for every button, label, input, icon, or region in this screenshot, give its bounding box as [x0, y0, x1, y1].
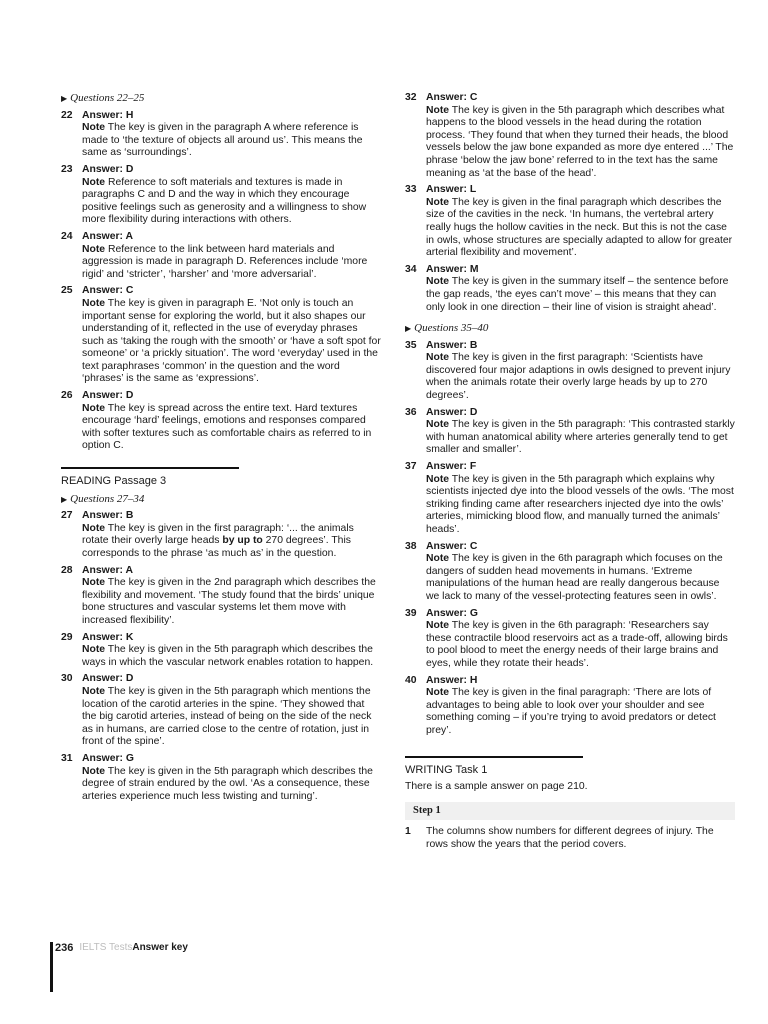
- item-answer: Answer: B: [426, 339, 478, 351]
- item-body: [82, 753, 381, 803]
- item-note: Note The key is given in the 6th paragraph: ‘Researchers say these contractile blood reservoirs act as a trade-off, allowing birds to pool blood to meet the energy needs of their large brains and eyes, while they rotate their heads’.: [426, 620, 728, 669]
- right-column: [405, 92, 735, 855]
- item-note: Note The key is given in the 2nd paragraph which describes the flexibility and movement. ‘The study found that the birds’ unique bone structures and vascular systems let them move with increased flexibility’.: [82, 577, 376, 626]
- item-note: Note The key is spread across the entire text. Hard textures encourage ‘hard’ feelings, emotions and responses compared with softer textures such as comfortable chairs as referred to in option C.: [82, 402, 372, 452]
- triangle-icon: ▶: [405, 324, 412, 334]
- item-body: [426, 541, 735, 604]
- item-number: 28: [61, 564, 73, 576]
- step-label: Step 1: [405, 802, 735, 821]
- answer-item-35: [405, 340, 735, 403]
- item-body: [82, 110, 381, 160]
- item-note: Note The key is given in the first paragraph: ‘Scientists have discovered four major adaptions in owls designed to prevent injury when the animals rotate their overly large heads by up to 270 degrees’.: [426, 352, 731, 402]
- item-number: 1: [405, 826, 411, 838]
- item-body: [426, 340, 735, 403]
- answer-item-32: [405, 92, 735, 180]
- left-column: [61, 92, 381, 807]
- item-number: 23: [61, 163, 73, 175]
- answer-item-37: [405, 461, 735, 537]
- answer-item-23: [61, 164, 381, 227]
- item-note: Note The key is given in paragraph E. ‘Not only is touch an important sense for exploring the world, but it also shapes our understanding of it, reflected in the use of everyday phrases such as ‘taking the rough with the smooth’ or ‘have a soft spot for someone’ or ‘a prickly situation’. The word ‘everyday’ used in the text paraphrases ‘common’ in the question and the word ‘phrases’ is the same as ‘expressions’.: [82, 297, 381, 385]
- item-number: 40: [405, 674, 417, 686]
- answer-item-31: [61, 753, 381, 803]
- item-number: 33: [405, 184, 417, 196]
- answer-item-22: [61, 110, 381, 160]
- item-answer: Answer: H: [82, 109, 134, 121]
- item-answer: Answer: M: [426, 263, 479, 275]
- answer-item-33: [405, 184, 735, 260]
- footer-bar: [50, 942, 53, 992]
- item-note: Note Reference to the link between hard materials and aggression is made in paragraph D. References include ‘more rigid’ and ‘stricter’, ‘harsher’ and ‘more adversarial’.: [82, 243, 368, 280]
- item-note: Note The key is given in the 6th paragraph which focuses on the dangers of sudden head movements in humans. ‘Extreme manipulations of the human head are really dangerous because we lack to many of the vessel-protecting features seen in owls’.: [426, 553, 723, 602]
- questions-35-40-heading: ▶ Questions 35–40: [405, 322, 489, 335]
- item-body: [426, 92, 735, 180]
- answer-item-39: [405, 608, 735, 671]
- item-number: 26: [61, 390, 73, 402]
- item-number: 32: [405, 92, 417, 103]
- item-number: 37: [405, 461, 417, 473]
- book-title: IELTS Tests: [79, 942, 133, 953]
- item-number: 36: [405, 406, 417, 418]
- item-answer: Answer: L: [426, 184, 477, 196]
- item-number: 35: [405, 339, 417, 351]
- item-answer: Answer: G: [426, 607, 478, 619]
- item-note: Note The key is given in the paragraph A where reference is made to ‘the texture of objects all around us’. This means the same as ‘surroundings’.: [82, 122, 363, 159]
- item-body: [426, 264, 735, 314]
- item-number: 27: [61, 510, 73, 522]
- writing-task-1-section: [405, 756, 735, 794]
- questions-22-25-heading: ▶ Questions 22–25: [61, 92, 145, 104]
- triangle-icon: ▶: [61, 94, 68, 103]
- item-number: 25: [61, 285, 73, 297]
- answers-22-26: [61, 110, 381, 453]
- answer-item-40: [405, 675, 735, 738]
- item-note: Note The key is given in the 5th paragraph which describes the ways in which the vascular network enables rotation to happen.: [82, 644, 374, 668]
- item-answer: Answer: C: [82, 285, 134, 297]
- item-answer: Answer: C: [426, 540, 478, 552]
- item-body: [426, 675, 735, 738]
- answer-item-30: [61, 673, 381, 749]
- answer-item-29: [61, 632, 381, 670]
- item-note: Note The key is given in the 5th paragraph which mentions the location of the carotid arteries in the spine. ‘They showed that the big carotid arteries, instead of being on the side of the neck as in humans, are carried close to the centre of rotation, just in front of the spine’.: [82, 685, 372, 748]
- item-number: 29: [61, 631, 73, 643]
- item-body: [426, 184, 735, 260]
- item-number: 22: [61, 109, 73, 121]
- item-number: 34: [405, 263, 417, 275]
- triangle-icon: ▶: [61, 494, 68, 504]
- item-note: Note The key is given in the 5th paragraph which describes the degree of strain endured by the owl. ‘As a consequence, these arteries experience much less twisting and turning’.: [82, 765, 373, 802]
- item-answer: Answer: D: [82, 673, 134, 685]
- answer-item-28: [61, 565, 381, 628]
- item-answer: Answer: A: [82, 230, 133, 242]
- item-body: [82, 285, 381, 386]
- step-item: [405, 826, 735, 851]
- item-body: [426, 461, 735, 537]
- item-note: Note The key is given in the summary itself – the sentence before the gap reads, ‘the eyes can’t move’ – this means that they can only look in one direction – their line of vision is straight ahead’.: [426, 276, 729, 313]
- item-answer: Answer: A: [82, 564, 133, 576]
- item-note: Note The key is given in the 5th paragraph: ‘This contrasted starkly with human anatomical ability where arteries generally tend to get smaller and smaller’.: [426, 419, 735, 456]
- answer-key-label: Answer key: [132, 942, 188, 953]
- item-number: 38: [405, 540, 417, 552]
- item-body: [82, 164, 381, 227]
- item-body: [82, 565, 381, 628]
- questions-27-34-heading: ▶ Questions 27–34: [61, 492, 145, 505]
- item-answer: Answer: D: [82, 163, 134, 175]
- item-body: [426, 407, 735, 457]
- answers-28-31: [61, 565, 381, 804]
- item-note: Note The key is given in the final paragraph which describes the size of the cavities in the neck. ‘In humans, the vertebral artery really hugs the hollow cavities in the neck. But this is not the case in owls, whose structures are specially adapted to allow for greater arterial flexibility and movement’.: [426, 196, 733, 259]
- answer-item-24: [61, 231, 381, 281]
- item-answer: Answer: D: [82, 390, 134, 402]
- item-note: Note Reference to soft materials and textures is made in paragraphs C and D and the way in which they encourage positive feelings such as generosity and a willingness to show more flexibility during interactions with others.: [82, 176, 367, 226]
- answer-item-36: [405, 407, 735, 457]
- answer-item-34: [405, 264, 735, 314]
- item-answer: Answer: D: [426, 406, 478, 418]
- item-number: 30: [61, 673, 73, 685]
- reading-passage-3-section: [61, 467, 381, 506]
- item-body: [82, 390, 381, 453]
- item-note: Note The key is given in the final paragraph: ‘There are lots of advantages to being able to look over your shoulder and see something coming – if you’re trying to avoid predators or detect prey’.: [426, 687, 716, 736]
- item-number: 39: [405, 607, 417, 619]
- item-body: [82, 231, 381, 281]
- item-number: 24: [61, 230, 73, 242]
- item-answer: Answer: B: [82, 510, 134, 522]
- answers-32-34: [405, 92, 735, 314]
- item-body: [82, 510, 381, 560]
- item-number: 31: [61, 752, 73, 764]
- page-footer: [50, 942, 188, 992]
- item-body: [82, 632, 381, 670]
- item-answer: Answer: C: [426, 92, 478, 103]
- answer-item-38: [405, 541, 735, 604]
- item-answer: Answer: H: [426, 674, 478, 686]
- item-note: Note The key is given in the 5th paragraph which explains why scientists injected dye into the blood vessels of the owls. ‘The most striking finding came after researchers injected dye into the owls’ arteries, mimicking blood flow, and manually turned the animals’ heads’.: [426, 473, 734, 535]
- answer-item-27: [61, 510, 381, 560]
- item-answer: Answer: K: [82, 631, 134, 643]
- section-rule: [405, 756, 583, 758]
- item-body: The columns show numbers for different degrees of injury. The rows show the years that the period covers.: [426, 826, 714, 850]
- section-title: WRITING Task 1: [405, 763, 488, 776]
- item-body: [426, 608, 735, 671]
- page-number: 236: [55, 942, 74, 954]
- item-note: Note The key is given in the 5th paragraph which describes what happens to the blood vessels in the head during the rotation process. ‘They found that when they turned their heads, the blood vessels below the jaw bone expanded as more dye entered ...’ The phrase ‘below the jaw bone’ referred to in the text has the same meaning as ‘at the base of the head’.: [426, 104, 734, 179]
- item-answer: Answer: F: [426, 461, 477, 473]
- item-answer: Answer: G: [82, 752, 134, 764]
- item-body: [82, 673, 381, 749]
- writing-intro: There is a sample answer on page 210.: [405, 781, 588, 793]
- section-rule: [61, 467, 239, 469]
- answers-35-40: [405, 340, 735, 738]
- section-title: READING Passage 3: [61, 475, 167, 488]
- answer-item-26: [61, 390, 381, 453]
- answer-item-25: [61, 285, 381, 386]
- item-note: Note The key is given in the first paragraph: ‘... the animals rotate their overly large heads by up to 270 degrees’. This corresponds to the phrase ‘as much as’ in the question.: [82, 522, 354, 559]
